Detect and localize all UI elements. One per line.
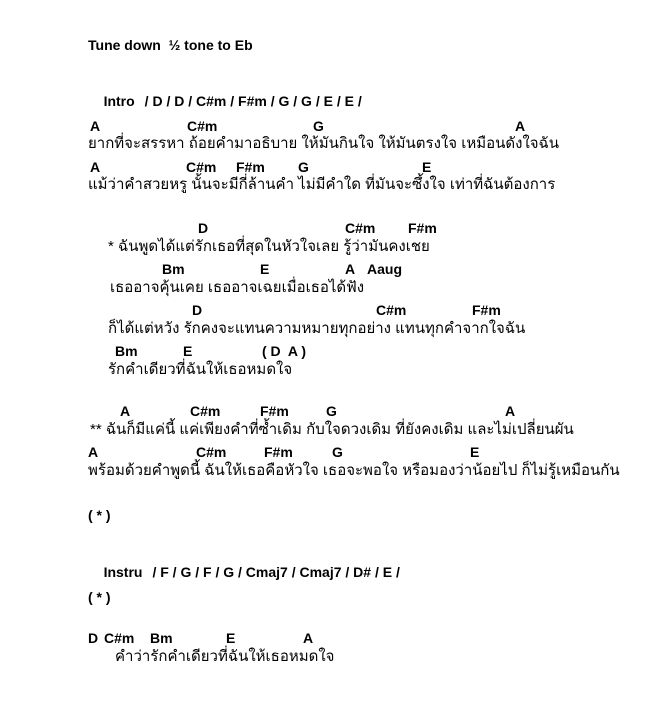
lyric-line-chorus-1: * ฉันพูดได้แต่รักเธอที่สุดในหัวใจเลย รู้ว่ามันคงเชย [108,238,430,255]
chord: C#m [376,302,407,318]
chord-line-chorus-1 [0,220,670,236]
chord: C#m [104,630,135,646]
chord: Bm [115,343,138,359]
chord: G [326,403,337,419]
tuning-note: Tune down ½ tone to Eb [88,37,253,53]
chord: A [505,403,516,419]
chord: F#m [260,403,289,419]
chord: F#m [408,220,437,236]
chord: D [198,220,209,236]
chord: C#m [187,118,218,134]
chord: G [332,444,343,460]
chord: A [303,630,314,646]
lyric-line-chorus-3: ก็ได้แต่หวัง รักคงจะแทนความหมายทุกอย่าง แทนทุกคำจากใจฉัน [108,320,526,337]
chord: D [88,630,99,646]
chord: E [422,159,432,175]
lyric-line-outro: คำว่ารักคำเดียวที่ฉันให้เธอหมดใจ [115,648,335,665]
chord: G [298,159,309,175]
instrumental-progression: / F / G / F / G / Cmaj7 / Cmaj7 / D# / E / [152,564,400,580]
lyric-line-chorus-4: รักคำเดียวที่ฉันให้เธอหมดใจ [108,361,293,378]
chord: A [90,159,101,175]
chord: A [515,118,526,134]
chord-line-outro [0,630,670,646]
chord: Bm [150,630,173,646]
lyric-line-verse2-2: พร้อมด้วยคำพูดนี้ ฉันให้เธอคือหัวใจ เธอจะพอใจ หรือมองว่าน้อยไป ก็ไม่รู้เหมือนกัน [88,462,620,479]
chord: F#m [264,444,293,460]
instrumental-label: Instru [103,564,143,580]
lyric-line-verse1-2: แม้ว่าคำสวยหรู นั้นจะมีกี่ล้านคำ ไม่มีคำใด ที่มันจะซึ้งใจ เท่าที่ฉันต้องการ [88,176,556,193]
chord-line-verse1-1 [0,118,670,134]
chord: A [88,444,99,460]
chord-line-verse1-2 [0,159,670,175]
chord: ( D A ) [262,343,307,359]
intro-progression: / D / D / C#m / F#m / G / G / E / E / [144,93,362,109]
chord: Bm [162,261,185,277]
lyric-line-chorus-2: เธออาจคุ้นเคย เธออาจเฉยเมื่อเธอได้ฟัง [110,279,365,296]
chord-line-verse2-2 [0,444,670,460]
chord: A [90,118,101,134]
chord-line-chorus-2 [0,261,670,277]
chord: E [470,444,480,460]
chord: D [192,302,203,318]
chord-line-verse2-1 [0,403,670,419]
chord-line-chorus-3 [0,302,670,318]
chord: E [183,343,193,359]
repeat-marker: ( * ) [88,507,111,523]
chord-line-chorus-4 [0,343,670,359]
repeat-marker: ( * ) [88,589,111,605]
chord: F#m [236,159,265,175]
chord: C#m [186,159,217,175]
chord: E [260,261,270,277]
chord: A [120,403,131,419]
chord: G [313,118,324,134]
lyric-line-verse2-1: ** ฉันก็มีแค่นี้ แค่เพียงคำที่ซ้ำเดิม กับใจดวงเดิม ที่ยังคงเดิม และไม่เปลี่ยนผัน [90,421,574,438]
intro-label: Intro [103,93,135,109]
chord: Aaug [367,261,402,277]
lyric-line-verse1-1: ยากที่จะสรรหา ถ้อยคำมาอธิบาย ให้มันกินใจ ให้มันตรงใจ เหมือนดังใจฉัน [88,135,560,152]
instrumental-line [88,548,400,596]
chord: A [345,261,356,277]
chord: C#m [196,444,227,460]
chord: F#m [472,302,501,318]
chord: C#m [190,403,221,419]
chord: C#m [345,220,376,236]
chord: E [226,630,236,646]
